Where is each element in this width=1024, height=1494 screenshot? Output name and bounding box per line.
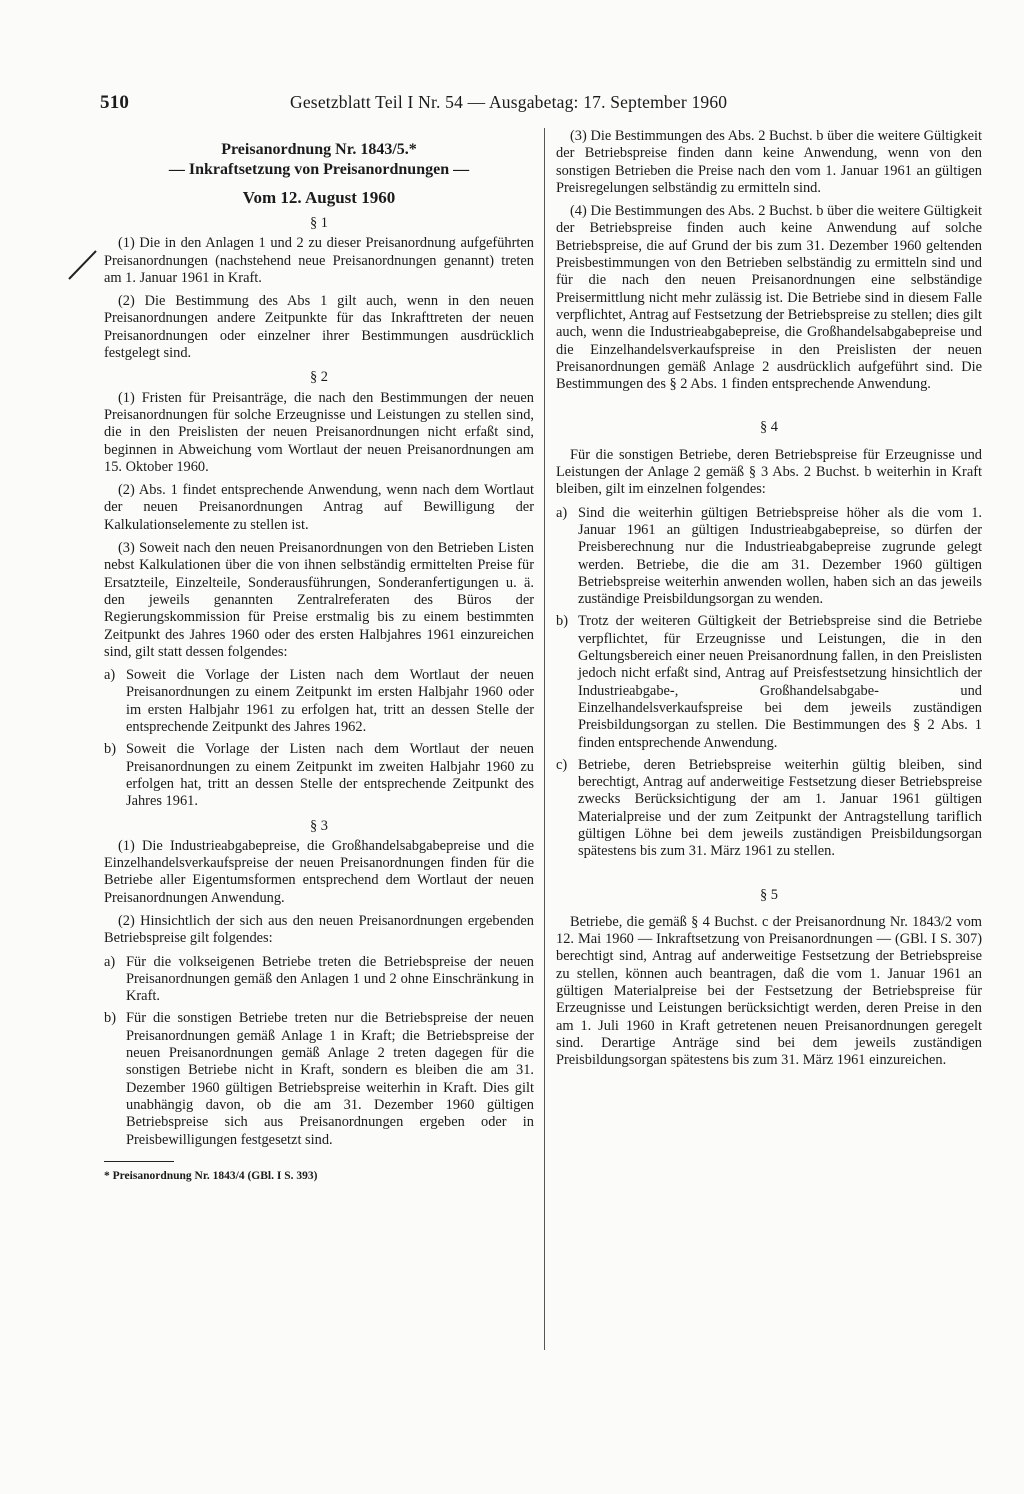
- column-divider: [544, 128, 545, 1350]
- list-item-text: Für die sonstigen Betriebe treten nur die Betriebspreise der neuen Preisanordnungen gemäß Anlage 1 in Kraft; die Betriebspreise der neuen Preisanordnungen gemäß Anlage 2 treten dagegen für die sonstigen Betriebe nicht in Kraft, sondern es bleiben die am 31. Dezember 1960 gültigen Betriebspreise weiterhin in Kraft. Dies gilt unabhängig davon, ob die am 31. Dezember 1960 gültigen Betriebspreise sich aus Preisanordnungen ergeben oder in Preisbewilligungen festgesetzt sind.: [126, 1010, 534, 1148]
- header-title: Gesetzblatt Teil I Nr. 54 — Ausgabetag: 17. September 1960: [290, 92, 728, 112]
- ordinance-subtitle: — Inkraftsetzung von Preisanordnungen —: [168, 161, 470, 178]
- list-item-text: Soweit die Vorlage der Listen nach dem Wortlaut der neuen Preisanordnungen zu einem Zeitpunkt im ersten Halbjahr 1960 oder im ersten Halbjahr 1961 zu erfolgen hat, tritt an dessen Stelle der entsprechende Zeitpunkt des Jahres 1962.: [126, 667, 534, 736]
- list-item-text: Soweit die Vorlage der Listen nach dem Wortlaut der neuen Preisanordnungen zu einem Zeitpunkt im zweiten Halbjahr 1960 zu erfolgen hat, tritt an dessen Stelle der entsprechende Zeitpunkt des Jahres 1961.: [126, 741, 534, 810]
- paragraph: (4) Die Bestimmungen des Abs. 2 Buchst. b über die weitere Gültigkeit der Betriebspreise finden auch keine Anwendung auf solche Betriebspreise, die auf Grund der bis zum 31. Dezember 1960 geltenden Preisbestimmungen von den Betrieben selbständig zu ermitteln sind und für die nach den neuen Preisanordnungen eine selbständige Preisermittlung nicht mehr zulässig ist. Die Betriebe sind in diesem Falle verpflichtet, Antrag auf Festsetzung der Betriebspreise zu stellen; dies gilt auch, wenn die Industrieabgabepreise, die Großhandelsabgabepreise und die Einzelhandelsverkaufspreise in den Preislisten der neuen Preisanordnungen gemäß Anlage 2 ausdrücklich aufgeführt sind. Die Bestimmungen des § 2 Abs. 1 finden entsprechende Anwendung.: [556, 203, 982, 393]
- list-item: [556, 613, 982, 751]
- section-heading: § 3: [310, 817, 328, 834]
- ordinance-date: Vom 12. August 1960: [242, 188, 396, 207]
- paragraph: Betriebe, die gemäß § 4 Buchst. c der Preisanordnung Nr. 1843/2 vom 12. Mai 1960 — Inkraftsetzung von Preisanordnungen — (GBl. I S. 307) berechtigt sind, Antrag auf anderweitige Festsetzung der Betriebspreise zu stellen, können auch beantragen, daß die vom 1. Januar 1961 an gültigen Materialpreise bei der Festsetzung der Betriebspreise für Erzeugnisse und Leistungen berücksichtigt werden, deren Preise in den am 1. Juli 1960 in Kraft getretenen neuen Preisanordnungen geregelt sind. Derartige Anträge sind bei dem jeweils zuständigen Preisbildungsorgan spätestens bis zum 31. März 1961 einzureichen.: [556, 913, 982, 1069]
- section-heading: § 2: [310, 369, 328, 386]
- paragraph: (2) Abs. 1 findet entsprechende Anwendung, wenn nach dem Wortlaut der neuen Preisanordnungen Antrag auf Bewilligung der Kalkulationselemente zu stellen ist.: [104, 482, 534, 533]
- list-item: [104, 1010, 534, 1148]
- list-item-label: a): [104, 953, 116, 970]
- page-header: [100, 92, 1000, 118]
- margin-pen-mark: [66, 248, 100, 282]
- section-heading: § 5: [760, 886, 778, 903]
- footnote: * Preisanordnung Nr. 1843/4 (GBl. I S. 393): [104, 1169, 318, 1182]
- list-item: [556, 505, 982, 609]
- section-heading: § 1: [310, 215, 328, 231]
- paragraph: (2) Die Bestimmung des Abs 1 gilt auch, wenn in den neuen Preisanordnungen andere Zeitpunkte für das Inkrafttreten der neuen Preisanordnungen oder einzelner ihrer Bestimmungen ausdrücklich festgelegt sind.: [104, 293, 534, 362]
- list-item-label: a): [104, 667, 116, 684]
- list-item-label: b): [556, 613, 568, 630]
- left-column: [104, 128, 534, 1191]
- paragraph: Für die sonstigen Betriebe, deren Betriebspreise für Erzeugnisse und Leistungen der Anlage 2 gemäß § 3 Abs. 2 Buchst. b weiterhin in Kraft bleiben, gilt im einzelnen folgendes:: [556, 446, 982, 498]
- page-number: 510: [100, 92, 130, 113]
- paragraph: (1) Die in den Anlagen 1 und 2 zu dieser Preisanordnung aufgeführten Preisanordnungen (nachstehend neue Preisanordnungen genannt) treten am 1. Januar 1961 in Kraft.: [104, 235, 534, 286]
- list-item-text: Trotz der weiteren Gültigkeit der Betriebspreise sind die Betriebe verpflichtet, für Erzeugnisse und Leistungen, die in den Geltungsbereich einer neuen Preisanordnung fallen, in den Preislisten jedoch nicht erfaßt sind, Antrag auf Preisfestsetzung hinsichtlich der Industrieabgabe-, Großhandelsabgabe- und Einzelhandelsverkaufspreise bei dem jeweils zuständigen Preisbildungsorgan zu stellen. Die Bestimmungen des § 2 Abs. 1 finden entsprechende Anwendung.: [578, 613, 982, 751]
- list-item-label: a): [556, 504, 568, 521]
- paragraph: (3) Die Bestimmungen des Abs. 2 Buchst. b über die weitere Gültigkeit der Betriebspreise finden dann keine Anwendung, wenn von den sonstigen Betrieben die Preise nach den vom 1. Januar 1961 an gültigen Preisregelungen selbständig zu ermitteln sind.: [556, 128, 982, 196]
- footnote-rule: [104, 1161, 174, 1162]
- paragraph: (3) Soweit nach den neuen Preisanordnungen von den Betrieben Listen nebst Kalkulationen über die von ihnen selbständig ermittelten Preise für Ersatzteile, Einzelteile, Sonderausführungen, Sonderanfertigungen u. ä. den jeweils genannten Zentralreferaten des Büros der Regierungskommission für Preise erstmalig bis zu einem bestimmten Zeitpunkt des Jahres 1960 oder des ersten Halbjahres 1961 einzureichen sind, gilt statt dessen folgendes:: [104, 540, 534, 660]
- list-item-text: Betriebe, deren Betriebspreise weiterhin gültig bleiben, sind berechtigt, Antrag auf anderweitige Festsetzung dieser Betriebspreise zwecks Berücksichtigung der am 1. Januar 1961 gültigen Materialpreise und der zum Zeitpunkt der Antragstellung tariflich gültigen Löhne bei dem jeweils zuständigen Preisbildungsorgan spätestens bis zum 31. März 1961 zu stellen.: [578, 756, 982, 860]
- list-item-label: c): [556, 756, 568, 773]
- list-item: [556, 757, 982, 861]
- list-item-text: Sind die weiterhin gültigen Betriebspreise höher als die vom 1. Januar 1961 an gültigen Industrieabgabepreise, so dürfen der Preisberechnung nur die Industrieabgabepreise zugrunde gelegt werden. Betriebe, die die am 31. Dezember 1960 gültigen Betriebspreise weiterhin anwenden wollen, haben sich an das jeweils zuständige Preisbildungsorgan zu wenden.: [578, 504, 982, 608]
- list-item: [104, 954, 534, 1006]
- list-item-label: b): [104, 741, 116, 758]
- paragraph: (1) Fristen für Preisanträge, die nach den Bestimmungen der neuen Preisanordnungen für solche Erzeugnisse und Leistungen zu stellen sind, die in den Preislisten der neuen Preisanordnungen nicht erfaßt sind, beginnen in Abweichung vom Wortlaut der neuen Preisanordnungen am 15. Oktober 1960.: [104, 389, 534, 475]
- paragraph: (1) Die Industrieabgabepreise, die Großhandelsabgabepreise und die Einzelhandelsverkaufspreise der neuen Preisanordnungen finden für die Betriebe aller Eigentumsformen entsprechend dem Wortlaut der neuen Preisanordnungen Anwendung.: [104, 837, 534, 906]
- list-item-label: b): [104, 1010, 116, 1027]
- list-item: [104, 741, 534, 810]
- list-item-text: Für die volkseigenen Betriebe treten die Betriebspreise der neuen Preisanordnungen gemäß den Anlagen 1 und 2 ohne Einschränkung in Kraft.: [126, 953, 534, 1005]
- ordinance-title: Preisanordnung Nr. 1843/5.*: [221, 141, 417, 158]
- section-heading: § 4: [760, 419, 778, 436]
- paragraph: (2) Hinsichtlich der sich aus den neuen Preisanordnungen ergebenden Betriebspreise gilt folgendes:: [104, 912, 534, 947]
- right-column: [556, 128, 982, 1076]
- list-item: [104, 667, 534, 736]
